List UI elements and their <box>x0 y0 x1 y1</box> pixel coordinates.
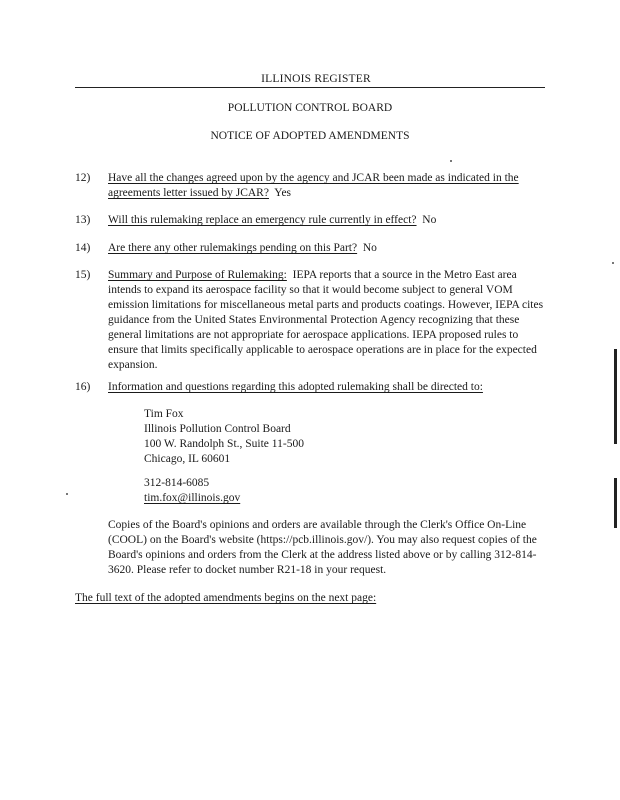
scan-speck <box>450 160 452 162</box>
contact-block <box>144 407 444 467</box>
scan-margin-mark <box>614 478 617 528</box>
item-body <box>108 380 545 395</box>
item-number: 13) <box>75 214 91 226</box>
notice-title: NOTICE OF ADOPTED AMENDMENTS <box>210 130 410 142</box>
item-question: Have all the changes agreed upon by the agency and JCAR been made as indicated in the agreements letter issued by JCAR? <box>108 172 519 199</box>
board-title: POLLUTION CONTROL BOARD <box>227 102 393 114</box>
item-body <box>108 241 545 256</box>
register-title-text: ILLINOIS REGISTER <box>258 73 374 85</box>
header-rule <box>75 87 545 88</box>
contact-street: 100 W. Randolph St., Suite 11-500 <box>144 438 304 450</box>
item-body <box>108 268 545 373</box>
copies-paragraph: Copies of the Board's opinions and orders are available through the Clerk's Office On-Line (COOL) on the Board's website (https://pcb.illinois.gov/). You may also request copies of the Board's opinions and orders from the Clerk at the address listed above or by calling 312-814-3620. Please refer to docket number R21-18 in your request. <box>108 519 537 576</box>
contact-phone-block <box>144 476 444 506</box>
item-number: 15) <box>75 269 91 281</box>
scan-speck <box>612 262 614 264</box>
item-heading: Information and questions regarding this adopted rulemaking shall be directed to: <box>108 381 483 393</box>
item-heading: Summary and Purpose of Rulemaking: <box>108 269 287 281</box>
item-text: IEPA reports that a source in the Metro East area intends to expand its aerospace facility so that it would become subject to general VOM emission limitations for miscellaneous metal parts and products coatings. However, IEPA cites guidance from the United States Environmental Protection Agency recognizing that these general limitations are not appropriate for aerospace applications. IEPA proposed rules to ensure that limits specifically applicable to aerospace operations are in place for the expected expansion. <box>108 269 544 371</box>
scan-speck <box>66 493 68 495</box>
item-answer: Yes <box>274 187 292 199</box>
item-answer: No <box>362 242 377 254</box>
register-title <box>0 72 620 87</box>
item-question: Are there any other rulemakings pending on this Part? <box>108 242 358 254</box>
full-text-note: The full text of the adopted amendments begins on the next page: <box>75 592 377 604</box>
contact-org: Illinois Pollution Control Board <box>144 423 291 435</box>
contact-city: Chicago, IL 60601 <box>144 453 231 465</box>
item-body <box>108 213 545 228</box>
item-answer: No <box>422 214 437 226</box>
item-number: 14) <box>75 242 91 254</box>
scan-margin-mark <box>614 349 617 444</box>
item-body <box>108 171 545 201</box>
contact-phone: 312-814-6085 <box>144 477 210 489</box>
item-question: Will this rulemaking replace an emergency rule currently in effect? <box>108 214 417 226</box>
item-number: 12) <box>75 172 91 184</box>
contact-email-link[interactable]: tim.fox@illinois.gov <box>144 492 241 504</box>
item-number: 16) <box>75 381 91 393</box>
contact-name: Tim Fox <box>144 408 184 420</box>
